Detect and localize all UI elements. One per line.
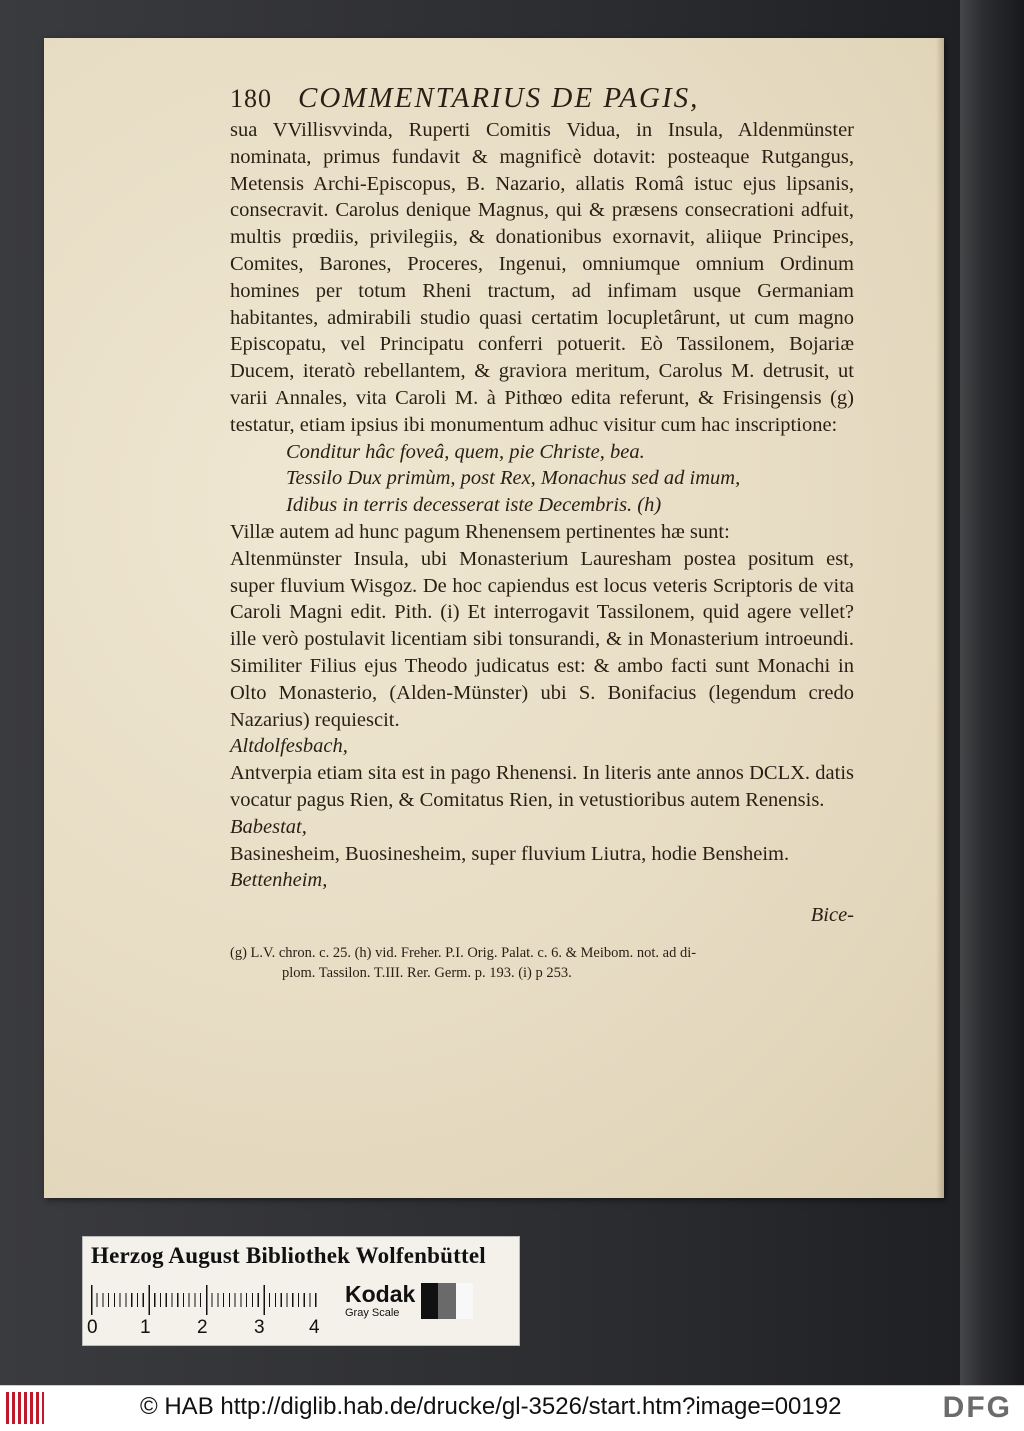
footer-bar: [0, 1385, 1024, 1431]
page-text-block: [186, 82, 866, 983]
footnotes: [230, 943, 854, 983]
ruler-numbers: [87, 1317, 327, 1341]
barcode-icon: [6, 1392, 44, 1424]
catchword: Bice-: [810, 904, 854, 927]
ruler-major-ticks: [91, 1285, 321, 1315]
ruler-number: 3: [254, 1317, 265, 1338]
scale-ruler-card: [82, 1236, 520, 1346]
villa-entry: Bettenheim,: [230, 869, 328, 892]
verse-line: Tessilo Dux primùm, post Rex, Monachus sed ad imum,: [286, 467, 741, 490]
ruler-number: 4: [309, 1317, 320, 1338]
verse-line: Conditur hâc foveâ, quem, pie Christe, bea.: [286, 440, 645, 463]
dfg-logo: DFG: [942, 1391, 1012, 1424]
running-title: COMMENTARIUS DE PAGIS,: [298, 82, 700, 114]
ruler-number: 2: [197, 1317, 208, 1338]
ruler-number: 0: [87, 1317, 98, 1338]
epitaph-verse: [286, 439, 866, 519]
footnote-line: plom. Tassilon. T.III. Rer. Germ. p. 193. (i) p 253.: [282, 965, 572, 982]
ruler-number: 1: [140, 1317, 151, 1338]
verse-line: Idibus in terris decesserat iste Decembris. (h): [286, 494, 662, 517]
gray-scale-swatches: [421, 1283, 473, 1319]
gray-scale-label: Gray Scale: [345, 1307, 400, 1319]
footer-credit-url[interactable]: © HAB http://diglib.hab.de/drucke/gl-3526/start.htm?image=00192: [140, 1393, 842, 1420]
page-edge-shadow: [936, 38, 944, 1198]
gray-swatch-mid: [438, 1283, 455, 1319]
book-spine: [960, 0, 1024, 1385]
body-paragraph: sua VVillisvvinda, Ruperti Comitis Vidua, in Insula, Aldenmünster nominata, primus fundavit & magnificè dotavit: posteaque Rutgangus, Metensis Archi-Episcopus, B. Nazario, allatis Româ istuc ejus lipsanis, consecravit. Carolus denique Magnus, qui & præsens consecrationi adfuit, multis prœdiis, privilegiis, & donationibus exornavit, aliique Principes, Comites, Barones, Proceres, Ingenui, omniumque omnium Ordinum homines per totum Rheni tractum, ad infimam usque Germaniam habitantes, admirabili studio quasi certatim locupletârunt, ut cum magno Episcopatu, vel Principatu conferri potuerit. Eò Tassilonem, Bojariæ Ducem, iteratò rebellantem, & graviora meritum, Carolus M. detrusit, ut varii Annales, vita Caroli M. à Pithœo edita referunt, & Frisingensis (g) testatur, etiam ipsius ibi monumentum adhuc visitur cum hac inscriptione:: [230, 119, 854, 436]
villae-intro: Villæ autem ad hunc pagum Rhenensem pertinentes hæ sunt:: [230, 520, 730, 543]
villa-entry: Altdolfesbach,: [230, 735, 348, 758]
villa-entry: Basinesheim, Buosinesheim, super fluvium Liutra, hodie Bensheim.: [230, 842, 790, 865]
gray-swatch-black: [421, 1283, 438, 1319]
footnote-line: (g) L.V. chron. c. 25. (h) vid. Freher. P.I. Orig. Palat. c. 6. & Meibom. not. ad di-: [230, 945, 697, 962]
kodak-brand: Kodak: [345, 1281, 416, 1307]
villa-entry: Antverpia etiam sita est in pago Rhenensi. In literis ante annos DCLX. datis vocatur pagus Rien, & Comitatus Rien, in vetustioribus autem Renensis.: [230, 762, 854, 811]
villa-entry: Altenmünster Insula, ubi Monasterium Lauresham postea positum est, super fluvium Wisgoz. De hoc capiendus est locus veteris Scriptoris de vita Caroli Magni edit. Pith. (i) Et interrogavit Tassilonem, quid agere vellet? ille verò postulavit licentiam sibi tonsurandi, & in Monasterium introeundi. Similiter Filius ejus Theodo judicatus est: & ambo facti sunt Monachi in Olto Monasterio, (Alden-Münster) ubi S. Bonifacius (legendum credo Nazarius) requiescit.: [230, 547, 854, 731]
page-number: 180: [230, 84, 272, 113]
gray-swatch-white: [456, 1283, 473, 1319]
villa-entry: Babestat,: [230, 815, 307, 838]
library-name: Herzog August Bibliothek Wolfenbüttel: [91, 1243, 486, 1268]
page-header: [230, 82, 866, 115]
